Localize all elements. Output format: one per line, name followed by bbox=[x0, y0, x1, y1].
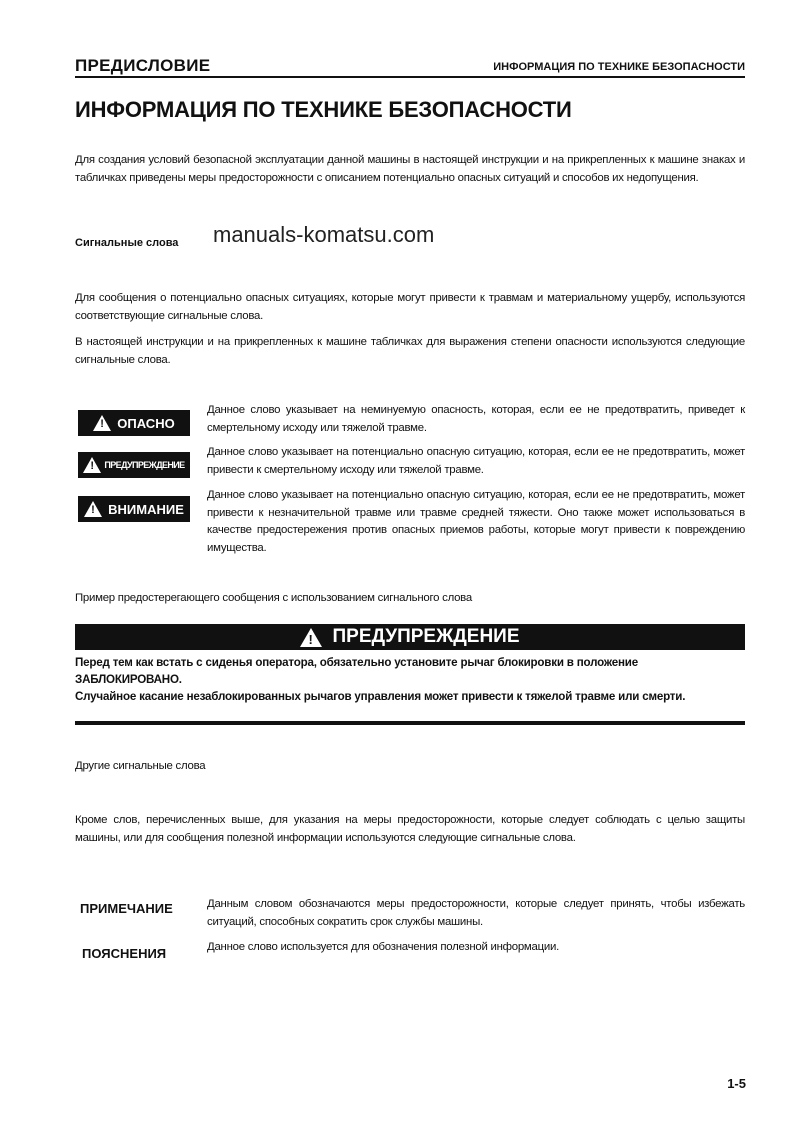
watermark: manuals-komatsu.com bbox=[213, 222, 435, 247]
badge-label: ВНИМАНИЕ bbox=[108, 501, 184, 517]
signal-description: Данное слово указывает на неминуемую опасность, которая, если ее не предотвратить, приведет к смертельному исходу или тяжелой травме. bbox=[207, 404, 745, 434]
caution-badge bbox=[78, 496, 190, 522]
explanation-description: Данное слово используется для обозначения полезной информации. bbox=[207, 941, 559, 953]
warning-triangle-icon bbox=[83, 457, 101, 473]
example-caption: Пример предостерегающего сообщения с использованием сигнального слова bbox=[75, 592, 472, 604]
note-description: Данным словом обозначаются меры предосторожности, которые следует принять, чтобы избежать ситуаций, способных сократить срок службы машины. bbox=[207, 898, 745, 928]
warning-line: Случайное касание незаблокированных рычагов управления может привести к тяжелой травме или смерти. bbox=[75, 689, 686, 703]
paragraph: Для сообщения о потенциально опасных ситуациях, которые могут привести к травмам и материальному ущербу, используются соответствующие сигнальные слова. bbox=[75, 292, 745, 322]
paragraph: В настоящей инструкции и на прикрепленных к машине табличках для выражения степени опасности используются следующие сигнальные слова. bbox=[75, 336, 745, 366]
example-warning-text bbox=[75, 655, 745, 705]
signal-description: Данное слово указывает на потенциально опасную ситуацию, которая, если ее не предотвратить, может привести к незначительной травме или травме средней тяжести. Оно также может использоваться в качестве предостережения против опасных приемов работы, которые могут привести к повреждению имущества. bbox=[207, 489, 745, 554]
section-header: ПРЕДИСЛОВИЕ bbox=[75, 56, 211, 75]
warning-bottom-rule bbox=[75, 721, 745, 725]
badge-label: ПРЕДУПРЕЖДЕНИЕ bbox=[104, 460, 185, 470]
page-title: ИНФОРМАЦИЯ ПО ТЕХНИКЕ БЕЗОПАСНОСТИ bbox=[75, 97, 572, 122]
topic-header: ИНФОРМАЦИЯ ПО ТЕХНИКЕ БЕЗОПАСНОСТИ bbox=[493, 61, 745, 73]
warning-label: ПРЕДУПРЕЖДЕНИЕ bbox=[332, 626, 520, 647]
warning-triangle-icon bbox=[300, 628, 322, 647]
warning-triangle-icon bbox=[93, 415, 111, 431]
warning-triangle-icon bbox=[84, 501, 102, 517]
danger-badge bbox=[78, 410, 190, 436]
note-label: ПРИМЕЧАНИЕ bbox=[80, 901, 173, 916]
signal-description: Данное слово указывает на потенциально опасную ситуацию, которая, если ее не предотвратить, может привести к смертельному исходу или тяжелой травме. bbox=[207, 446, 745, 476]
explanation-label: ПОЯСНЕНИЯ bbox=[82, 946, 167, 961]
badge-label: ОПАСНО bbox=[117, 415, 175, 431]
header-divider bbox=[75, 76, 745, 78]
warning-badge bbox=[78, 452, 190, 478]
warning-line: Перед тем как встать с сиденья оператора, обязательно установите рычаг блокировки в положение ЗАБЛОКИРОВАНО. bbox=[75, 656, 638, 686]
page-number: 1-5 bbox=[727, 1076, 746, 1091]
signal-words-heading: Сигнальные слова bbox=[75, 237, 179, 249]
intro-paragraph: Для создания условий безопасной эксплуатации данной машины в настоящей инструкции и на прикрепленных к машине знаках и табличках приведены меры предосторожности с описанием потенциально опасных ситуаций и способов их недопущения. bbox=[75, 154, 745, 184]
other-signal-words-heading: Другие сигнальные слова bbox=[75, 760, 206, 772]
paragraph: Кроме слов, перечисленных выше, для указания на меры предосторожности, которые следует соблюдать с целью защиты машины, или для сообщения полезной информации используются следующие сигнальные слова. bbox=[75, 814, 745, 844]
example-warning-bar bbox=[75, 624, 745, 650]
